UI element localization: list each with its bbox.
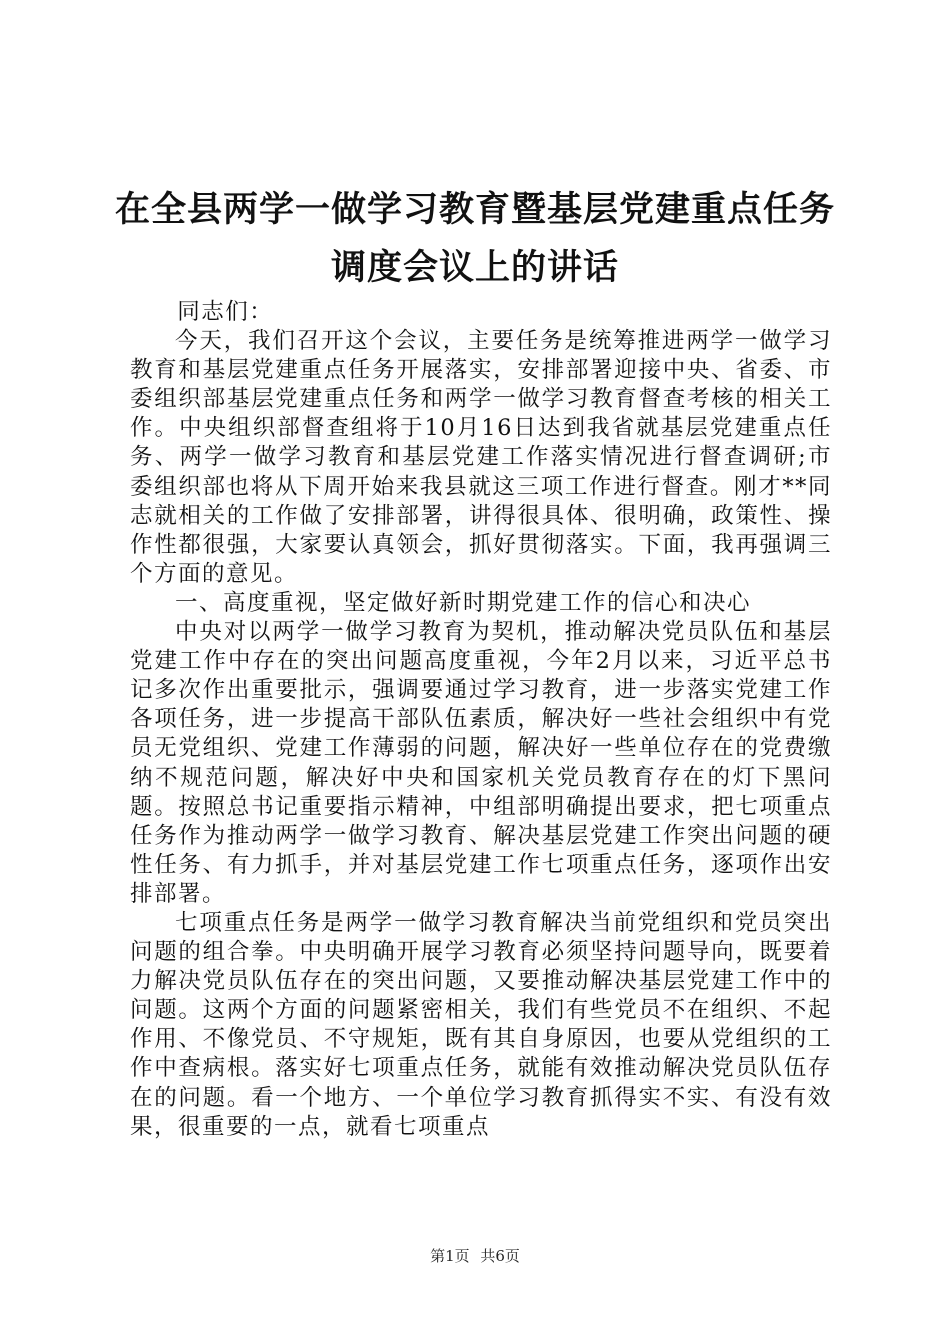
- document-title-line-2: 调度会议上的讲话: [330, 248, 619, 288]
- document-body: [130, 298, 832, 1142]
- body-paragraph: 七项重点任务是两学一做学习教育解决当前党组织和党员突出问题的组合拳。中央明确开展学习教育必须坚持问题导向，既要着力解决党员队伍存在的突出问题，又要推动解决基层党建工作中的问题。这两个方面的问题紧密相关，我们有些党员不在组织、不起作用、不像党员、不守规矩，既有其自身原因，也要从党组织的工作中查病根。落实好七项重点任务，就能有效推动解决党员队伍存在的问题。看一个地方、一个单位学习教育抓得实不实、有没有效果，很重要的一点，就看七项重点: [130, 909, 832, 1140]
- page-number: 第1页: [430, 1247, 470, 1265]
- greeting-paragraph: 同志们：: [177, 299, 274, 325]
- page-footer: [0, 1245, 950, 1266]
- document-title-line-1: 在全县两学一做学习教育暨基层党建重点任务: [114, 190, 835, 230]
- body-paragraph: 中央对以两学一做学习教育为契机，推动解决党员队伍和基层党建工作中存在的突出问题高度重视，今年2月以来，习近平总书记多次作出重要批示，强调要通过学习教育，进一步落实党建工作各项任务，进一步提高干部队伍素质，解决好一些社会组织中有党员无党组织、党建工作薄弱的问题，解决好一些单位存在的党费缴纳不规范问题，解决好中央和国家机关党员教育存在的灯下黑问题。按照总书记重要指示精神，中组部明确提出要求，把七项重点任务作为推动两学一做学习教育、解决基层党建工作突出问题的硬性任务、有力抓手，并对基层党建工作七项重点任务，逐项作出安排部署。: [130, 619, 832, 907]
- section-heading: 一、高度重视，坚定做好新时期党建工作的信心和决心: [175, 589, 752, 616]
- page-total: 共6页: [480, 1247, 520, 1265]
- body-paragraph: 今天，我们召开这个会议，主要任务是统筹推进两学一做学习教育和基层党建重点任务开展落实，安排部署迎接中央、省委、市委组织部基层党建重点任务和两学一做学习教育督查考核的相关工作。中央组织部督查组将于10月16日达到我省就基层党建重点任务、两学一做学习教育和基层党建工作落实情况进行督查调研;市委组织部也将从下周开始来我县就这三项工作进行督查。刚才**同志就相关的工作做了安排部署，讲得很具体、很明确，政策性、操作性都很强，大家要认真领会，抓好贯彻落实。下面，我再强调三个方面的意见。: [130, 328, 832, 587]
